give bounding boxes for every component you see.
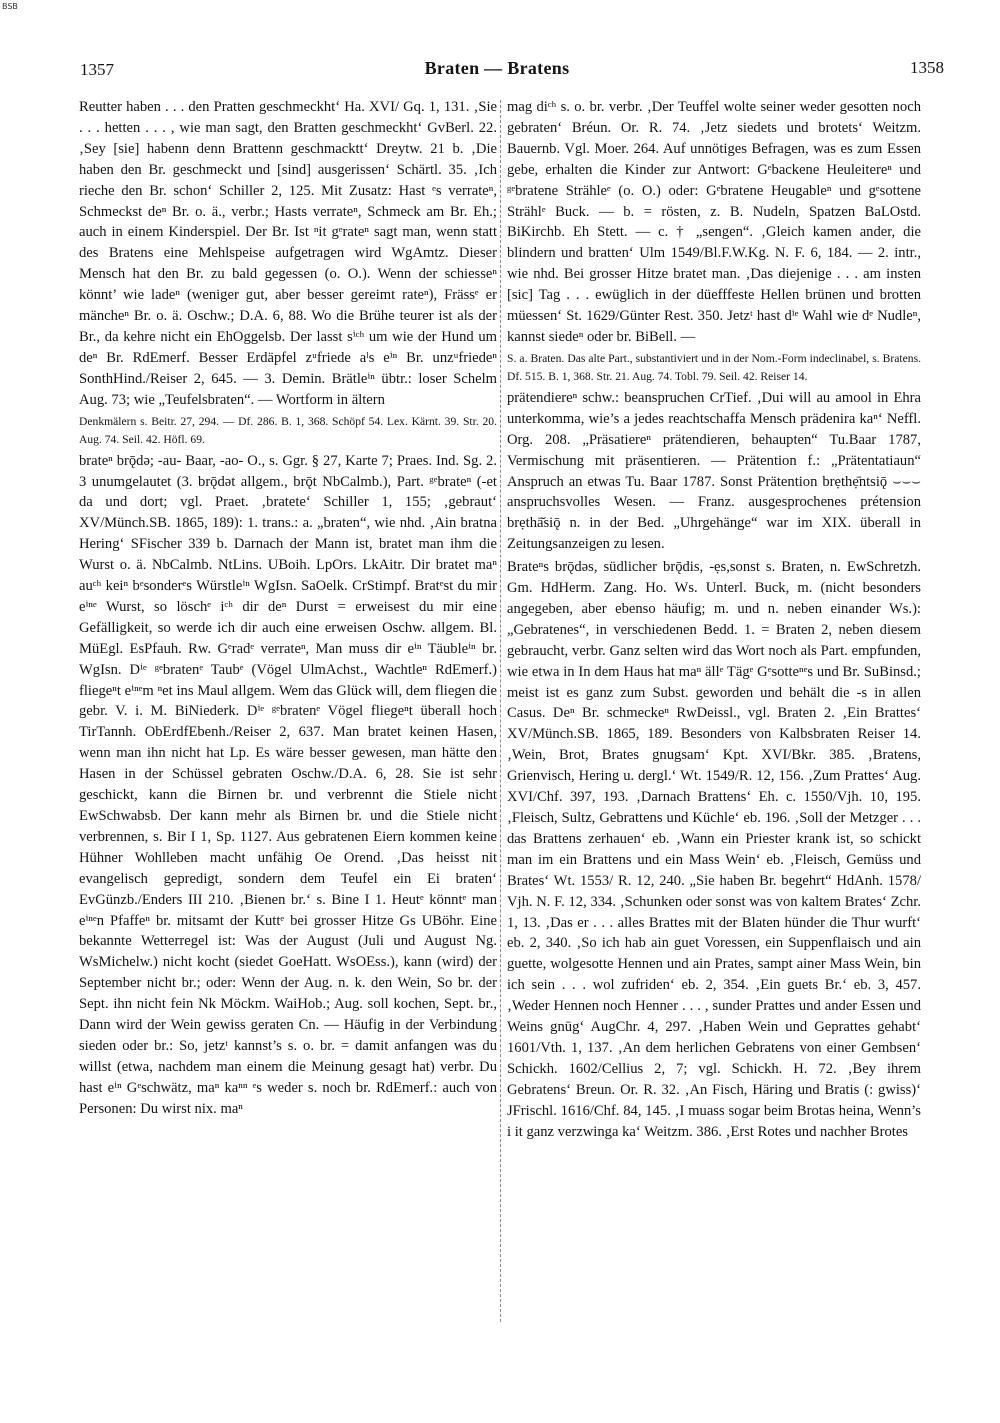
- page-number-left: 1357: [80, 60, 114, 79]
- entry-bratens: Brateⁿs brǭdəs, südlicher brǭdis, -ẹs,sonst s. Braten, n. EwSchretzh. Gm. HdHerm. Zang. Ho. Ws. Unterl. Buck, m. (nicht besonders angegeben, aber ebenso häufig; m. und n. neben einander Ws.): „Gebratenes“, in verschiedenen Bedd. 1. = Braten 2, neben diesem gebraucht, verbr. Ganz selten wird das Wort noch als Part. empfunden, wie etwa in In dem Haus hat maⁿ ällᵉ Tägᵉ Gᵉsotteⁿᵉs und Br. SuBinsd.; meist ist es ganz zum Subst. geworden und behält die -s in allen Casus. Deⁿ Br. schmeckeⁿ RwDeissl., vgl. Braten 2. ‚Ein Brattes‘ XV/Münch.SB. 1865, 189. Besonders von Kalbsbraten Reiser 14. ‚Wein, Brot, Brates gnugsam‘ Kpt. XVI/Bkr. 385. ‚Bratens, Grienvisch, Hering u. dergl.‘ Wt. 1549/R. 12, 156. ‚Zum Prattes‘ Aug. XVI/Chf. 397, 193. ‚Darnach Brattens‘ Eh. c. 1550/Vjh. 10, 195. ‚Fleisch, Sultz, Gebrattens und Küchle‘ eb. 196. ‚Soll der Metzger . . . das Brattens zerhauen‘ eb. ‚Wann ein Priester krank ist, so schickt man im ein Brattens und ein Mass Wein‘ eb. ‚Fleisch, Gemüss und Brates‘ Wt. 1553/ R. 12, 240. „Sie haben Br. begehrt“ HdAnh. 1578/ Vjh. N. F. 12, 334. ‚Schunken oder sonst was von kaltem Brates‘ Zchr. 1, 13. ‚Das er . . . alles Brattes mit der Blaten hünder die Thur wurft‘ eb. 2, 340. ‚So ich hab ain guet Voressen, ein Suppenflaisch und ain guette, wolgesotte Hennen und ain Prates, sampt ainer Mass Wein, bin ich sein . . . wol zufriden‘ eb. 2, 354. ‚Ein guets Br.‘ eb. 3, 457. ‚Weder Hennen noch Henner . . . , sunder Prattes und ander Essen und Weins gnūg‘ AugChr. 4, 297. ‚Haben Wein und Geprattes gehabt‘ 1601/Vth. 1, 137. ‚An dem herlichen Gebratens von einer Gembsen‘ Schickh. 1602/Cellius 2, 7; vgl. Schickh. H. 72. ‚Bey ihrem Gebratens‘ Breun. Or. R. 32. ‚An Fisch, Häring und Bratis (: gwiss)‘ JFrischl. 1616/Chf. 84, 145. ‚I muass sogar beim Brotas heina, Wenn’s i it ganz verzwinga ka‘ Weitzm. 386. ‚Erst Rotes und nachher Brotes: [507, 559, 921, 1140]
- column-divider: [500, 100, 501, 1322]
- right-column: [507, 97, 921, 1322]
- page-number-right: 1358: [910, 58, 944, 77]
- entry-braten-references: Denkmälern s. Beitr. 27, 294. — Df. 286. B. 1, 368. Schöpf 54. Lex. Kärnt. 39. Str. 20. Aug. 74. Seil. 42. Höfl. 69.: [79, 414, 497, 446]
- entry-braten-verb-references: S. a. Braten. Das alte Part., substantiviert und in der Nom.-Form indeclinabel, s. Bratens. Df. 515. B. 1, 368. Str. 21. Aug. 74. Tobl. 79. Seil. 42. Reiser 14.: [507, 351, 921, 383]
- library-stamp: BSB: [2, 2, 18, 11]
- entry-braten-verb-continued: mag diᶜʰ s. o. br. verbr. ‚Der Teuffel wolte seiner weder gesotten noch gebraten‘ Bréun. Or. R. 74. ‚Jetz siedets und brotets‘ Weitzm. Bauernb. Vgl. Moer. 264. Auf unnötiges Befragen, was es zum Essen gebe, erhalten die Kinder zur Antwort: Gᵉbackene Heuleitereⁿ und ᵍᵉbratene Strähleᵉ (o. O.) oder: Gᵉbratene Heugableⁿ und gᵉsottene Strählᵉ Buck. — b. = rösten, z. B. Nudeln, Spatzen BaLOstd. BiKirchb. Eh Stett. — c. † „sengen“. ‚Gleich kamen ander, die blindern und bratten‘ Ulm 1549/Bl.F.W.Kg. N. F. 6, 184. — 2. intr., wie nhd. Bei grosser Hitze bratet man. ‚Das diejenige . . . am insten [sic] Tag . . . ewüglich in der düefffeste Hellen brünen und brotten müessen‘ St. 1629/Günter Rest. 350. Jetzᵗ hast dⁱᵉ Wahl wie dᵉ Nudleⁿ, kannst siedeⁿ oder br. BiBell. —: [507, 99, 921, 345]
- page-header: [62, 58, 944, 84]
- left-column: [79, 97, 497, 1322]
- entry-praetendieren: prätendiereⁿ schw.: beanspruchen CrTief. ‚Dui will au amool in Ehra unterkomma, wie’s a jedes reachtschaffa Mensch prädenira kaⁿ‘ Neffl. Org. 208. „Präsatiereⁿ prätendieren, behaupten“ Tu.Baar 1787, Vermischung mit präsentieren. — Prätention f.: „Prätentatiaun“ Anspruch an etwas Tu. Baar 1787. Sonst Prätention brẹthẹ̄ntsiǭ ⌣⌣⌣ anspruchsvolles Wesen. — Franz. ausgesprochenes prétension brẹthā̆siǭ n. in der Bed. „Uhrgehänge“ war im XIX. überall in Zeitungsanzeigen zu lesen.: [507, 389, 921, 553]
- entry-braten-continued: Reutter haben . . . den Pratten geschmeckht‘ Ha. XVI/ Gq. 1, 131. ‚Sie . . . hetten . . . , wie man sagt, den Bratten geschmeckht‘ GvBerl. 22. ‚Sey [sie] habenn denn Brattenn geschmacktt‘ Dreytw. 21 b. ‚Die haben den Br. geschmeckt und [sind] ausgerissen‘ Schärtl. 35. ‚Ich rieche den Br. schon‘ Schiller 2, 125. Mit Zusatz: Hast ᵉs verrateⁿ, Schmeckst deⁿ Br. o. ä., verbr.; Hasts verrateⁿ, Schmeck am Br. Eh.; auch in einem Kinderspiel. Der Br. Ist ⁿit gᵉrateⁿ sagt man, wenn statt des Bratens eine Mehlspeise aufgetragen wird WgAmtz. Dieser Mensch hat den Br. zu bald gegessen (o. O.). Wenn der schiesseⁿ könnt’ wie ladeⁿ (weniger gut, aber besser gereimt rateⁿ), Frässᵉ er mäncheⁿ Br. o. ä. Oschw.; D.A. 6, 88. Wo die Brühe teurer ist als der Br., da kehre nicht ein EhOggelsb. Der lasst sⁱᶜʰ um wie der Hund um deⁿ Br. RdEmerf. Besser Erdäpfel zᵘfriede aˡs eⁱⁿ Br. unzᵘfriedeⁿ SonthHind./Reiser 2, 645. — 3. Demin. Brätleⁱⁿ übtr.: loser Schelm Aug. 73; wie „Teufelsbraten“. — Wortform in ältern: [79, 99, 497, 408]
- running-title: Braten — Bratens: [424, 58, 570, 78]
- entry-braten-verb: brateⁿ brǭdə; -au- Baar, -ao- O., s. Ggr. § 27, Karte 7; Praes. Ind. Sg. 2. 3 unumgelautet (3. brǭdət allgem., brǭt NbCalmb.), Part. ᵍᵉbrateⁿ (-et da und dort; vgl. Praet. ‚bratete‘ Schiller 1, 155; ‚gebraut‘ XV/Münch.SB. 1865, 189): 1. trans.: a. „braten“, wie nhd. ‚Ain bratna Hering‘ SFischer 339 b. Darnach der Mann ist, bratet man ihm die Wurst o. ä. NbCalmb. NtLins. UBoih. LpOrs. LkAitr. Dir bratet maⁿ auᶜʰ keiⁿ bᵉsonderᵉs Würstleⁱⁿ WgIsn. SaOelk. CrStimpf. Bratᵉst du mir eⁱⁿᵉ Wurst, so löschᵉ iᶜʰ dir deⁿ Durst = erweisest du mir eine Gefälligkeit, so werde ich dir auch eine erweisen Oschw. allgem. Bl. MüEgl. EsPfauh. Rw. Gᵉradᵉ verrateⁿ, Man muss dir eⁱⁿ Täubleⁱⁿ br. WgIsn. Dⁱᵉ ᵍᵉbratenᵉ Taubᵉ (Vögel UlmAchst., Wachtleⁿ RdEmerf.) fliegeⁿt eⁱⁿᵉm ⁿet ins Maul allgem. Wem das Glück will, dem fliegen die gebr. V. i. M. BiNiederk. Dⁱᵉ ᵍᵉbratenᵉ Vögel fliegeⁿt überall hoch TirTannh. ObErdfEbenh./Reiser 2, 637. Man bratet keinen Hasen, wenn man ihn nicht hat Lp. Es wäre besser gewesen, man hätte den Hasen in der Schüssel gebraten Oschw./D.A. 6, 28. Sie ist sehr geschickt, kann die Birnen br. und verbrennt die Stiele nicht EwSchwabsb. Der kann mehr als Birnen br. und die Stiele nicht verbrennen, s. Bir I 1, Sp. 1127. Aus gebratenen Eiern kommen keine Hühner Wohlleben macht unfähig Oe Orend. ‚Das heisst nit evangelisch gepredigt, sondern dem Teufel ein Ei braten‘ EvGünzb./Enders III 210. ‚Bienen br.‘ s. Bine I 1. Heutᵉ könntᵉ man eⁱⁿᵉn Pfaffeⁿ br. mitsamt der Kuttᵉ bei grosser Hitze Gs UBöhr. Eine bekannte Wetterregel ist: Was der August (Juli und August Ng. WsMichelw.) nicht kocht (siedet GoeHatt. WsOEss.), kann (wird) der September nicht br.; oder: Wenn der Aug. n. k. den Wein, So br. der Sept. ihn nicht fein Nk Möckm. WaiHob.; Aug. soll kochen, Sept. br., Dann wird der Wein gewiss geraten Cn. — Häufig in der Verbindung sieden oder br.: So, jetzᵗ kannst’s s. o. br. = damit anfangen was du willst (etwa, nachdem man einem die Meinung gesagt hat) verbr. Du hast eⁱⁿ Gᵉschwätz, maⁿ kaⁿⁿ ᵉs weder s. noch br. RdEmerf.: auch von Personen: Du wirst nix. maⁿ: [79, 452, 497, 1117]
